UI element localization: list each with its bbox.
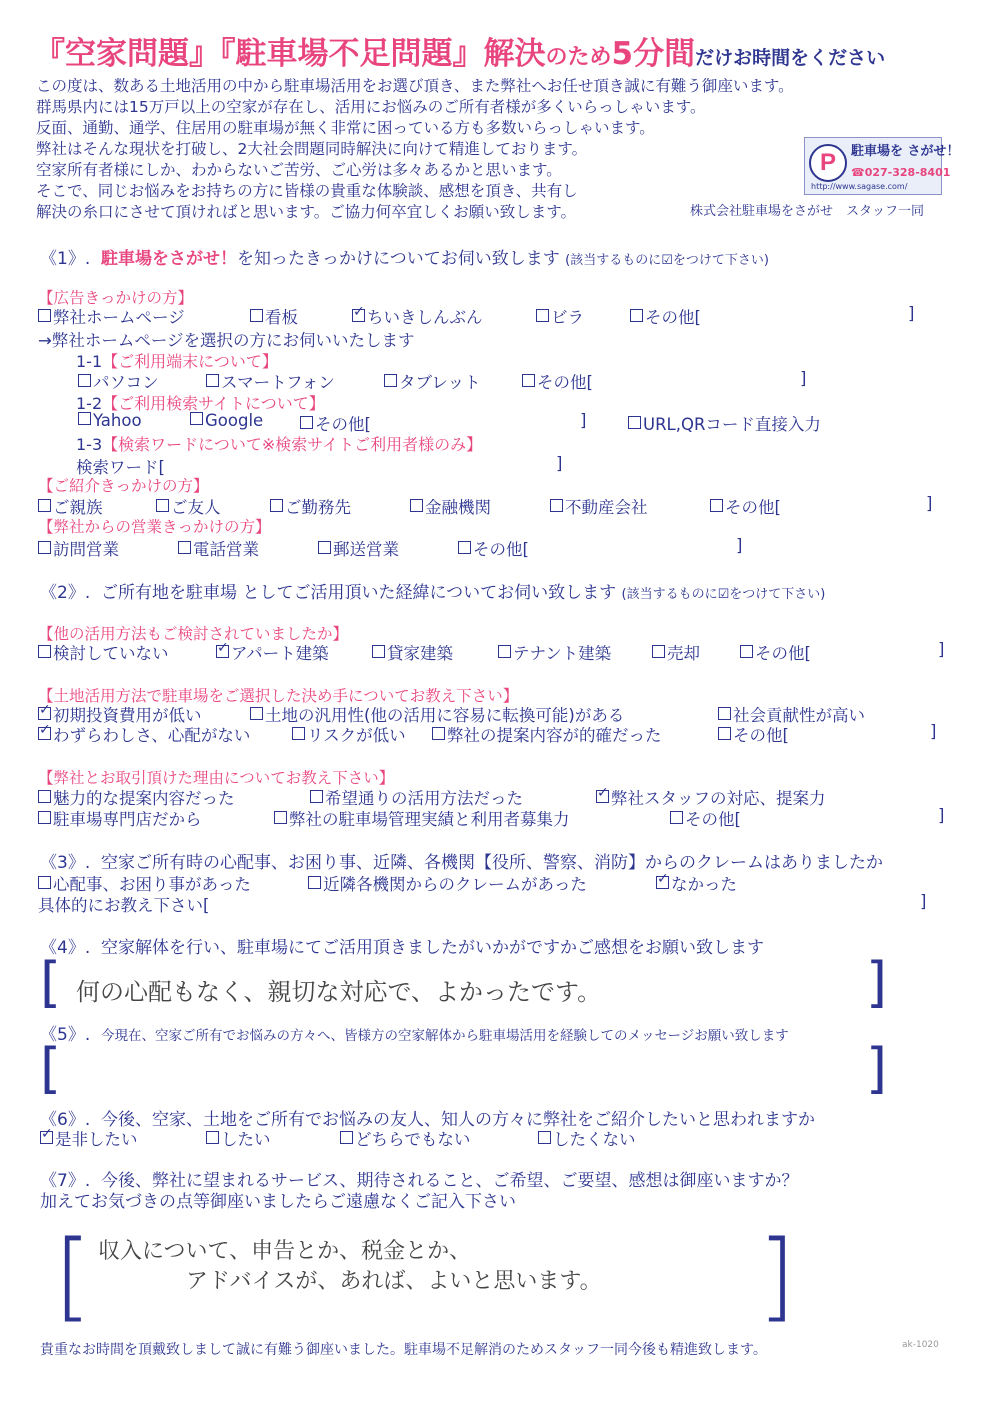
checkbox[interactable] (498, 645, 511, 658)
checkbox-option[interactable]: その他[ (718, 722, 789, 746)
logo-url: http://www.sagase.com/ (811, 182, 908, 191)
checkbox-option[interactable]: 貸家建築 (372, 640, 453, 664)
answer-bracket-open: [ (40, 1037, 62, 1100)
question-1: 《1》. 駐車場をさがせ！を知ったきっかけについてお伺い致します (該当するものに☑をつけて下さい) (40, 249, 769, 269)
intro-line: 弊社はそんな現状を打破し、2大社会問題同時解決に向けて精進しております。 (36, 140, 588, 158)
checkbox-option[interactable]: 不動産会社 (550, 494, 648, 518)
checkbox[interactable] (432, 727, 445, 740)
checkbox-option[interactable]: 金融機関 (410, 494, 491, 518)
intro-line: そこで、同じお悩みをお持ちの方に皆様の貴重な体験談、感想を頂き、共有し (36, 182, 578, 200)
checkbox[interactable] (206, 1131, 219, 1144)
bracket-close: ] (926, 494, 933, 513)
checkbox[interactable] (78, 374, 91, 387)
checkbox[interactable] (156, 499, 169, 512)
footer-message: 貴重なお時間を頂戴致しまして誠に有難う御座いました。駐車場不足解消のためスタッフ一同今後も精進致します。 (40, 1342, 767, 1358)
page-title (34, 28, 885, 73)
question-4: 《4》. 空家解体を行い、駐車場にてご活用頂きましたがいかがですかご感想をお願い致します (40, 938, 765, 958)
checkbox-option[interactable]: ビラ (536, 304, 584, 328)
checkbox-option[interactable]: URL,QRコード直接入力 (628, 411, 821, 435)
question-2: 《2》. ご所有地を駐車場 としてご活用頂いた経緯についてお伺い致します (該当するものに☑をつけて下さい) (40, 583, 826, 603)
section-sales: 【弊社からの営業きっかけの方】 (38, 518, 271, 536)
checkbox[interactable] (300, 416, 313, 429)
checkbox-checked[interactable] (596, 790, 609, 803)
answer-bracket-close: ] (758, 1220, 796, 1332)
checkbox-option[interactable]: ご勤務先 (270, 494, 351, 518)
logo-tel: ☎027-328-8401 (851, 166, 951, 179)
checkbox-option[interactable]: 電話営業 (178, 536, 259, 560)
logo-name: 駐車場を さがせ！ (851, 144, 960, 159)
checkbox-option[interactable]: 看板 (250, 304, 298, 328)
checkbox-checked[interactable] (352, 309, 365, 322)
bracket-close: ] (930, 722, 937, 741)
checkbox[interactable] (38, 541, 51, 554)
checkbox[interactable] (250, 707, 263, 720)
checkbox[interactable] (308, 876, 321, 889)
checkbox[interactable] (340, 1131, 353, 1144)
bracket-close: ] (938, 640, 945, 659)
bracket-close: ] (938, 806, 945, 825)
intro-line: 群馬県内には15万戸以上の空家が存在し、活用にお悩みのご所有者様が多くいらっしゃいます。 (36, 98, 706, 116)
checkbox[interactable] (652, 645, 665, 658)
checkbox-option[interactable]: ✓初期投資費用が低い (38, 702, 202, 726)
checkbox-option[interactable]: 魅力的な提案内容だった (38, 785, 235, 809)
checkbox-option[interactable]: その他[ (740, 640, 811, 664)
checkbox-option[interactable]: ✓ ちいきしんぶん (352, 304, 483, 328)
checkbox[interactable] (178, 541, 191, 554)
checkbox[interactable] (270, 499, 283, 512)
detail-field[interactable]: 具体的にお教え下さい[ (38, 896, 210, 915)
checkbox[interactable] (384, 374, 397, 387)
section-reason: 【弊社とお取引頂けた理由についてお教え下さい】 (38, 769, 395, 787)
checkbox-option[interactable]: リスクが低い (292, 722, 406, 746)
bracket-close: ] (736, 536, 743, 555)
checkbox-option[interactable]: ご友人 (156, 494, 221, 518)
checkbox-option[interactable]: 社会貢献性が高い (718, 702, 865, 726)
title-main: 『空家問題』『駐車場不足問題』解決 (34, 36, 546, 72)
checkbox[interactable] (318, 541, 331, 554)
answer-4[interactable]: 何の心配もなく、親切な対応で、よかったです。 (76, 978, 602, 1006)
checkbox[interactable] (38, 499, 51, 512)
checkbox[interactable] (536, 309, 549, 322)
title-request: だけお時間をください (695, 47, 886, 69)
checkbox-option[interactable]: 売却 (652, 640, 700, 664)
checkbox[interactable] (538, 1131, 551, 1144)
answer-bracket-close: ] (866, 951, 888, 1014)
intro-line: 反面、通勤、通学、住居用の駐車場が無く非常に困っている方も多数いらっしゃいます。 (36, 119, 655, 137)
hp-followup: →弊社ホームページを選択の方にお伺いいたします (38, 331, 415, 350)
checkbox-option[interactable]: 希望通りの活用方法だった (310, 785, 523, 809)
checkbox-option[interactable]: Google (190, 411, 263, 430)
checkbox-checked[interactable] (40, 1131, 53, 1144)
intro-line: この度は、数ある土地活用の中から駐車場活用をお選び頂き、また弊社へお任せ頂き誠に有難う御座います。 (36, 77, 794, 95)
checkbox-option[interactable]: 弊社の提案内容が的確だった (432, 722, 662, 746)
bracket-close: ] (920, 892, 927, 911)
checkbox[interactable] (190, 412, 203, 425)
checkbox-option[interactable]: したい (206, 1126, 271, 1150)
checkbox[interactable] (718, 727, 731, 740)
form-code: ak-1020 (902, 1340, 939, 1350)
checkbox-option[interactable]: タブレット (384, 369, 481, 393)
checkbox[interactable] (630, 309, 643, 322)
checkbox[interactable] (740, 645, 753, 658)
question-5: 《5》. 今現在、空家ご所有でお悩みの方々へ、皆様方の空家解体から駐車場活用を経験してのメッセージお願い致します (40, 1025, 789, 1045)
bracket-close: ] (580, 411, 587, 430)
bracket-close: ] (556, 454, 563, 473)
company-name: 株式会社駐車場をさがせ スタッフ一同 (690, 204, 925, 219)
title-duration: 5分間 (611, 36, 696, 72)
checkbox[interactable] (718, 707, 731, 720)
checkbox[interactable] (38, 645, 51, 658)
checkbox[interactable] (372, 645, 385, 658)
checkbox[interactable] (38, 309, 51, 322)
checkbox-option[interactable]: 弊社ホームページ (38, 304, 185, 328)
intro-line: 解決の糸口にさせて頂ければと思います。ご協力何卒宜しくお願い致します。 (36, 203, 577, 221)
checkbox-option[interactable]: 駐車場専門店だから (38, 806, 202, 830)
checkbox-option[interactable]: ✓是非したい (40, 1126, 138, 1150)
checkbox-option[interactable]: その他[ (300, 411, 371, 435)
checkbox[interactable] (292, 727, 305, 740)
answer-7-line2[interactable]: アドバイスが、あれば、よいと思います。 (186, 1269, 602, 1294)
checkbox-checked[interactable] (38, 727, 51, 740)
checkbox-option[interactable]: スマートフォン (206, 369, 335, 393)
section-ad: 【広告きっかけの方】 (38, 289, 194, 307)
answer-bracket-open: [ (54, 1220, 92, 1332)
checkbox-option[interactable]: 弊社の駐車場管理実績と利用者募集力 (274, 806, 570, 830)
checkbox[interactable] (78, 412, 91, 425)
subsection-1-3: 1-3【検索ワードについて※検索サイトご利用者様のみ】 (76, 435, 483, 454)
checkbox[interactable] (410, 499, 423, 512)
checkbox-option[interactable]: Yahoo (78, 411, 142, 430)
checkbox-option[interactable]: 検討していない (38, 640, 169, 664)
bracket-close: ] (800, 369, 807, 388)
checkbox-option[interactable]: その他[ (522, 369, 593, 393)
checkbox-option[interactable]: どちらでもない (340, 1126, 470, 1150)
checkbox[interactable] (522, 374, 535, 387)
checkbox-option[interactable]: したくない (538, 1126, 636, 1150)
section-introduction: 【ご紹介きっかけの方】 (38, 477, 209, 495)
search-word-field[interactable]: 検索ワード[ (76, 458, 165, 477)
checkbox-option[interactable]: 心配事、お困り事があった (38, 871, 251, 895)
intro-line: 空家所有者様にしか、わからないご苦労、ご心労は多々あるかと思います。 (36, 161, 562, 179)
checkbox[interactable] (274, 811, 287, 824)
checkbox-option[interactable]: 郵送営業 (318, 536, 399, 560)
parking-icon: P (809, 144, 847, 182)
bracket-close: ] (908, 304, 915, 323)
checkbox-option[interactable]: その他[ (630, 304, 701, 328)
checkbox[interactable] (310, 790, 323, 803)
question-3: 《3》. 空家ご所有時の心配事、お困り事、近隣、各機関【役所、警察、消防】からのクレームはありましたか (40, 853, 884, 873)
checkbox[interactable] (670, 811, 683, 824)
checkbox[interactable] (550, 499, 563, 512)
checkbox-checked[interactable] (656, 876, 669, 889)
checkbox-option[interactable]: ✓ アパート建築 (216, 640, 329, 664)
subsection-1-2: 1-2【ご利用検索サイトについて】 (76, 394, 325, 413)
checkbox-checked[interactable] (216, 645, 229, 658)
company-logo (804, 137, 960, 195)
section-other-methods: 【他の活用方法もご検討されていましたか】 (38, 625, 349, 643)
answer-7-line1[interactable]: 収入について、申告とか、税金とか、 (98, 1239, 472, 1264)
checkbox-option[interactable]: その他[ (670, 806, 741, 830)
answer-bracket-open: [ (40, 951, 62, 1014)
checkbox-option[interactable]: その他[ (458, 536, 529, 560)
checkbox[interactable] (250, 309, 263, 322)
checkbox-option[interactable]: ✓ 弊社スタッフの対応、提案力 (596, 785, 826, 809)
title-connector: のため (545, 45, 612, 70)
question-6: 《6》. 今後、空家、土地をご所有でお悩みの友人、知人の方々に弊社をご紹介したいと思われますか (40, 1110, 816, 1130)
checkbox[interactable] (628, 416, 641, 429)
checkbox-option[interactable]: その他[ (710, 494, 781, 518)
question-7: 《7》. 今後、弊社に望まれるサービス、期待されること、ご希望、ご要望、感想は御座いますか？ (40, 1171, 799, 1191)
checkbox-option[interactable]: 近隣各機関からのクレームがあった (308, 871, 587, 895)
checkbox-option[interactable]: 土地の汎用性(他の活用に容易に転換可能)がある (250, 702, 624, 726)
checkbox[interactable] (206, 374, 219, 387)
checkbox-checked[interactable] (38, 707, 51, 720)
checkbox-option[interactable]: 訪問営業 (38, 536, 119, 560)
checkbox-option[interactable]: パソコン (78, 369, 159, 393)
checkbox-option[interactable]: ✓ なかった (656, 871, 737, 895)
checkbox-option[interactable]: テナント建築 (498, 640, 611, 664)
section-deciding-factor: 【土地活用方法で駐車場をご選択した決め手についてお教え下さい】 (38, 687, 519, 705)
checkbox[interactable] (38, 790, 51, 803)
checkbox[interactable] (38, 876, 51, 889)
checkbox[interactable] (458, 541, 471, 554)
subsection-1-1: 1-1【ご利用端末について】 (76, 352, 278, 371)
question-7-continued: 加えてお気づきの点等御座いましたらご遠慮なくご記入下さい (40, 1192, 516, 1212)
checkbox-option[interactable]: ✓わずらわしさ、心配がない (38, 722, 250, 746)
answer-bracket-close: ] (866, 1037, 888, 1100)
checkbox[interactable] (710, 499, 723, 512)
checkbox-option[interactable]: ご親族 (38, 494, 103, 518)
checkbox[interactable] (38, 811, 51, 824)
